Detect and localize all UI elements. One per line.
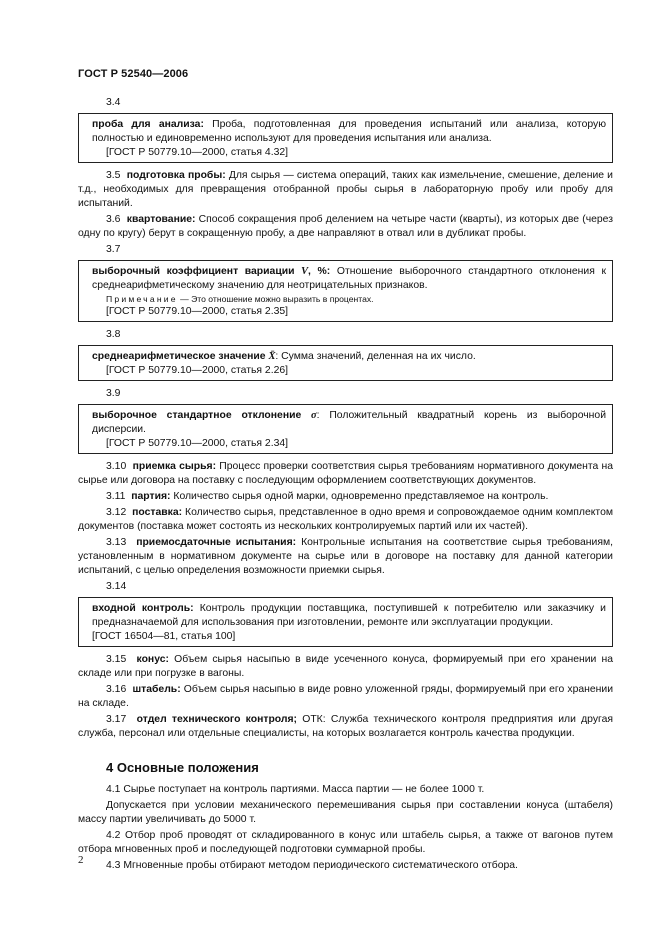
reference: [ГОСТ Р 50779.10—2000, статья 4.32] bbox=[106, 147, 289, 158]
clause-number: 3.4 bbox=[106, 97, 121, 108]
definition-box bbox=[78, 597, 613, 647]
definition-box bbox=[78, 113, 613, 163]
reference: [ГОСТ Р 50779.10—2000, статья 2.35] bbox=[106, 306, 289, 317]
clause-number: 3.9 bbox=[106, 388, 121, 399]
definition-box bbox=[78, 260, 613, 322]
definition-text: выборочный коэффициент вариации V, %: Отношение выборочного стандартного отклонения к среднеарифметическому значению для неотрицательных признаков. bbox=[92, 266, 606, 291]
definition-text: входной контроль: Контроль продукции поставщика, поступившей к потребителю или заказчику и предназначаемой для использования при изготовлении, ремонте или эксплуатации продукции. bbox=[92, 603, 606, 628]
document-body bbox=[78, 96, 613, 875]
term: проба для анализа: bbox=[92, 119, 204, 130]
clause-paragraph: 3.11 партия: Количество сырья одной марки, одновременно представляемое на контроль. bbox=[106, 491, 549, 502]
clause-paragraph: 3.15 конус: Объем сырья насыпью в виде усеченного конуса, формируемый при его хранении на складе или при погрузке в вагоны. bbox=[78, 654, 613, 679]
reference: [ГОСТ 16504—81, статья 100] bbox=[92, 631, 236, 642]
clause-paragraph: 3.13 приемосдаточные испытания: Контрольные испытания на соответствие сырья требованиям, установленным в нормативном документе на сырье или в договоре на поставку для данной категории испытаний, с целью определения возможности приемки сырья. bbox=[78, 537, 614, 576]
definition-text: проба для анализа: Проба, подготовленная для проведения испытаний или анализа, которую полностью и единовременно используют для проведения испытания или анализа. bbox=[92, 119, 606, 144]
section-paragraph: 4.3 Мгновенные пробы отбирают методом периодического систематического отбора. bbox=[106, 860, 518, 871]
clause-paragraph: 3.12 поставка: Количество сырья, представленное в одно время и сопровождаемое одним комплектом документов (поставка может состоять из нескольких контролируемых партий или их частей). bbox=[78, 507, 613, 532]
definition-box bbox=[78, 404, 613, 454]
clause-number: 3.7 bbox=[106, 244, 121, 255]
reference: [ГОСТ Р 50779.10—2000, статья 2.34] bbox=[106, 438, 289, 449]
clause-paragraph: 3.5 подготовка пробы: Для сырья — система операций, таких как измельчение, смешение, деление и т.д., необходимых для превращения отобранной пробы сырья в лабораторную пробу или пробу для испытаний. bbox=[78, 170, 613, 209]
section-paragraph: 4.2 Отбор проб проводят от складированного в конус или штабель сырья, а также от вагонов путем отбора мгновенных проб и последующей подготовки суммарной пробы. bbox=[78, 830, 613, 855]
definition-text: среднеарифметическое значение X̄: Сумма значений, деленная на их число. bbox=[92, 351, 476, 362]
definition-box bbox=[78, 345, 613, 381]
clause-number: 3.8 bbox=[106, 329, 121, 340]
clause-paragraph: 3.6 квартование: Способ сокращения проб делением на четыре части (кварты), из которых две (через одну по кругу) берут в сокращенную пробу, а две направляют в отвал или в дубликат пробы. bbox=[78, 214, 613, 239]
section-paragraph: Допускается при условии механического перемешивания сырья при составлении конуса (штабеля) массу партии увеличивать до 5000 т. bbox=[78, 800, 613, 825]
page-number: 2 bbox=[78, 854, 84, 866]
section-paragraph: 4.1 Сырье поступает на контроль партиями. Масса партии — не более 1000 т. bbox=[106, 784, 485, 795]
symbol-x-bar: X̄ bbox=[268, 351, 276, 362]
clause-paragraph: 3.10 приемка сырья: Процесс проверки соответствия сырья требованиям нормативного документа на сырье или договора на поставку с последующим оформлением соответствующих документов. bbox=[78, 461, 613, 486]
document-header: ГОСТ Р 52540—2006 bbox=[78, 68, 189, 80]
symbol-sigma: σ bbox=[311, 410, 317, 421]
note: Примечание — Это отношение можно выразить в процентах. bbox=[106, 294, 374, 304]
reference: [ГОСТ Р 50779.10—2000, статья 2.26] bbox=[106, 365, 289, 376]
clause-paragraph: 3.16 штабель: Объем сырья насыпью в виде ровно уложенной гряды, формируемый при его хранении на складе. bbox=[78, 684, 613, 709]
clause-number: 3.14 bbox=[106, 581, 127, 592]
clause-paragraph: 3.17 отдел технического контроля; ОТК: Служба технического контроля предприятия или другая служба, персонал или отдельные специалисты, на которых возлагается контроль качества продукции. bbox=[78, 714, 613, 739]
symbol-v: V bbox=[301, 266, 309, 277]
definition-text: выборочное стандартное отклонение σ: Положительный квадратный корень из выборочной дисперсии. bbox=[92, 410, 606, 435]
section-title: 4 Основные положения bbox=[106, 760, 259, 775]
